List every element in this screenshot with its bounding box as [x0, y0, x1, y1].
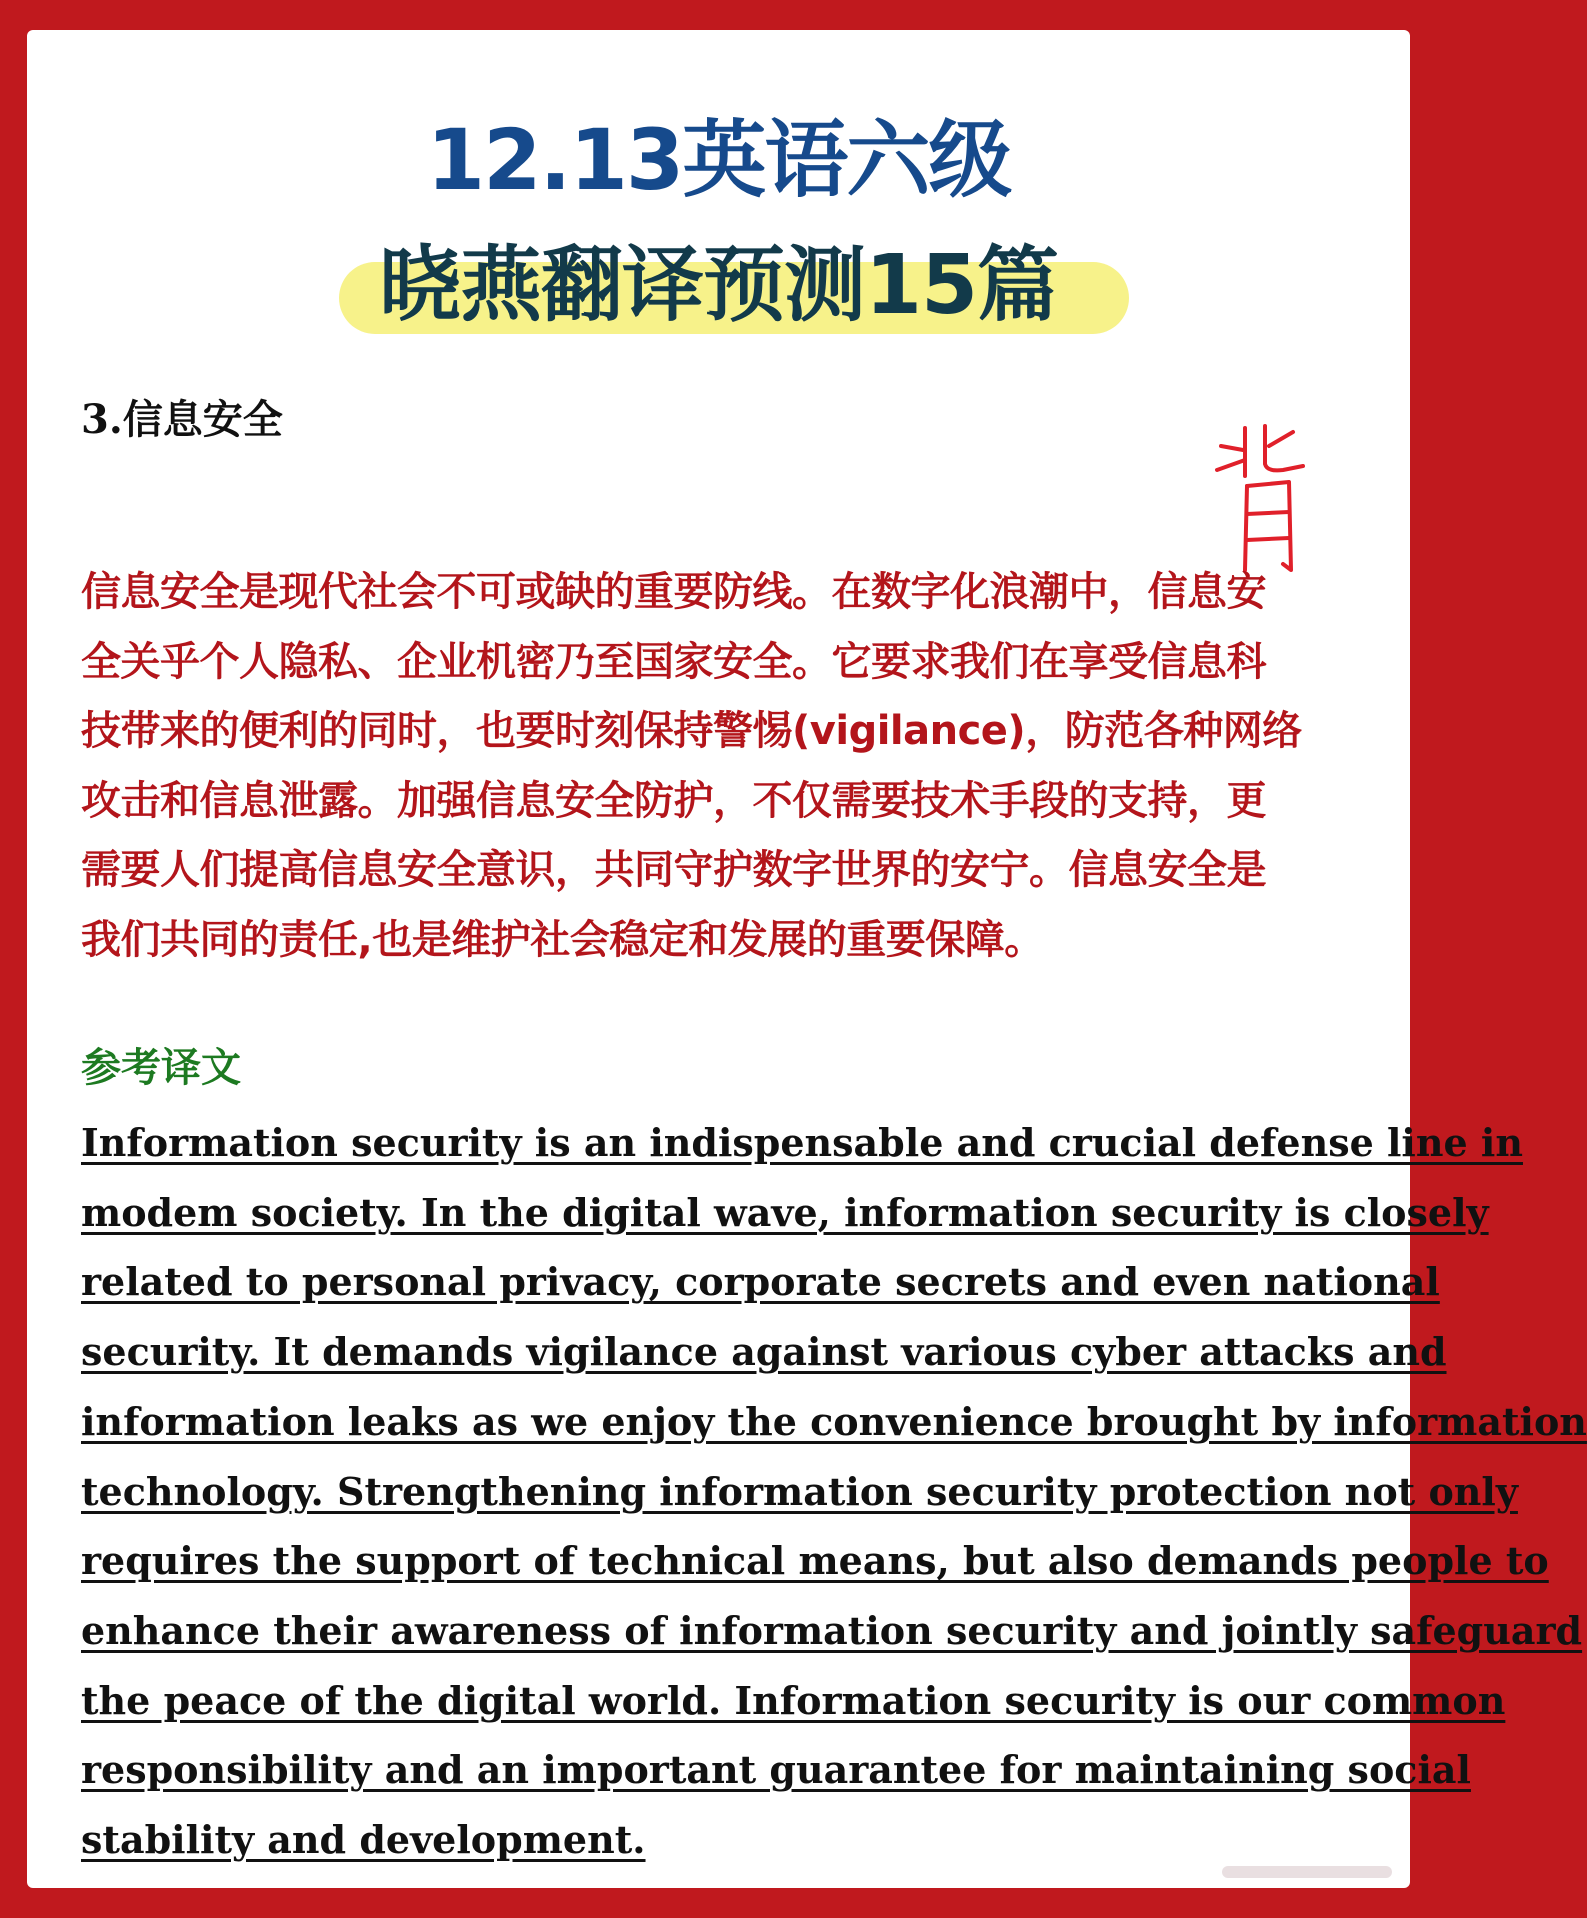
translation-line: technology. Strengthening information security protection not only	[81, 1468, 1518, 1514]
translation-line: modem society. In the digital wave, information security is closely	[81, 1189, 1489, 1235]
chinese-line: 技带来的便利的同时，也要时刻保持警惕(vigilance)，防范各种网络	[81, 708, 1302, 754]
reference-translation-label: 参考译文	[81, 1045, 241, 1091]
translation-line: the peace of the digital world. Information security is our common	[81, 1677, 1506, 1723]
translation-line: enhance their awareness of information security and jointly safeguard	[81, 1607, 1583, 1653]
translation-line: security. It demands vigilance against various cyber attacks and	[81, 1329, 1447, 1375]
translation-line: responsibility and an important guarantee for maintaining social	[81, 1747, 1471, 1793]
watermark	[1222, 1866, 1392, 1878]
handwritten-note-bei	[1207, 420, 1327, 580]
translation-line: related to personal privacy, corporate secrets and even national	[81, 1259, 1440, 1305]
translation-line: stability and development.	[81, 1817, 646, 1863]
section-heading: 3.信息安全	[81, 396, 283, 443]
handwritten-bei-icon	[1207, 420, 1327, 580]
chinese-line: 攻击和信息泄露。加强信息安全防护，不仅需要技术手段的支持，更	[81, 777, 1266, 824]
chinese-line: 我们共同的责任,也是维护社会稳定和发展的重要保障。	[81, 916, 1044, 963]
translation-line: information leaks as we enjoy the convenience brought by information	[81, 1398, 1587, 1444]
english-translation	[81, 1108, 1587, 1875]
translation-line: Information security is an indispensable and crucial defense line in	[81, 1120, 1523, 1165]
translation-line: requires the support of technical means, but also demands people to	[81, 1538, 1549, 1584]
document-page	[27, 30, 1587, 1888]
chinese-passage	[81, 558, 1371, 975]
title-line-1: 12.13英语六级	[426, 111, 1011, 209]
title-line-2: 晓燕翻译预测15篇	[378, 238, 1059, 333]
chinese-line: 需要人们提高信息安全意识，共同守护数字世界的安宁。信息安全是	[81, 847, 1266, 893]
chinese-line: 信息安全是现代社会不可或缺的重要防线。在数字化浪潮中，信息安	[81, 569, 1266, 615]
chinese-line: 全关乎个人隐私、企业机密乃至国家安全。它要求我们在享受信息科	[81, 638, 1266, 685]
